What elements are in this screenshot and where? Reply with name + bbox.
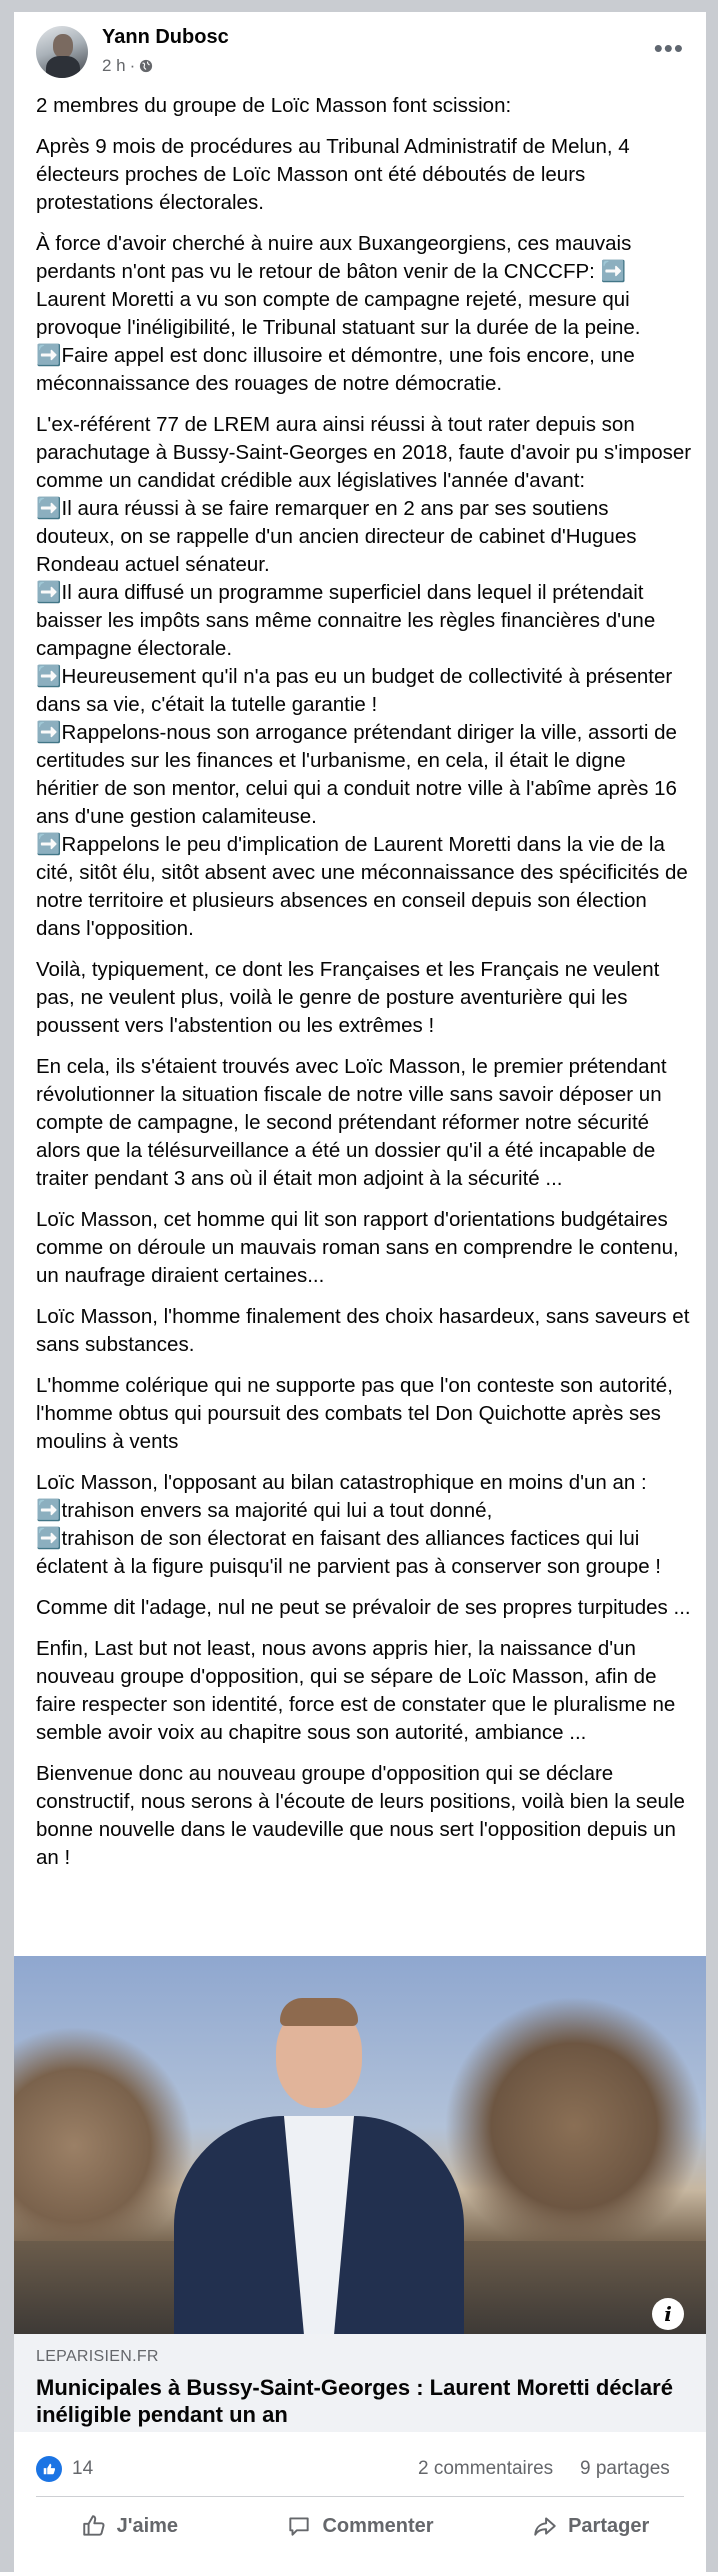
like-count[interactable]: 14	[72, 2458, 94, 2479]
like-label: J'aime	[116, 2514, 179, 2537]
post-paragraph: Comme dit l'adage, nul ne peut se prévaloir de ses propres turpitudes ...	[36, 1596, 691, 1619]
share-button[interactable]	[475, 2498, 706, 2554]
link-title[interactable]: Municipales à Bussy-Saint-Georges : Laurent Moretti déclaré inéligible pendant un an	[36, 2375, 673, 2427]
thumbs-up-icon	[42, 2462, 56, 2476]
globe-icon	[139, 59, 153, 73]
post-paragraph: Loïc Masson, l'homme finalement des choix hasardeux, sans saveurs et sans substances.	[36, 1305, 690, 1356]
post-paragraph: 2 membres du groupe de Loïc Masson font scission:	[36, 94, 512, 117]
link-preview-image[interactable]	[14, 1956, 706, 2334]
comment-label: Commenter	[322, 2514, 434, 2537]
comment-count[interactable]: 2 commentaires	[418, 2458, 554, 2479]
comment-button[interactable]	[245, 2498, 476, 2554]
post-header	[14, 12, 706, 92]
avatar[interactable]	[36, 26, 88, 78]
post-paragraph: L'homme colérique qui ne supporte pas que l'on conteste son autorité, l'homme obtus qui poursuit des combats tel Don Quichotte après ses moulins à vents	[36, 1374, 673, 1453]
like-button[interactable]	[14, 2498, 245, 2554]
share-label: Partager	[568, 2514, 650, 2537]
share-count[interactable]: 9 partages	[580, 2458, 670, 2479]
comment-icon	[286, 2513, 312, 2539]
person-hair	[280, 1998, 358, 2026]
thumbs-up-icon	[81, 2513, 107, 2539]
post-paragraph: L'ex-référent 77 de LREM aura ainsi réussi à tout rater depuis son parachutage à Bussy-Saint-Georges en 2018, faute d'avoir pu s'imposer comme un candidat crédible aux législatives l'année d'avant: ➡️Il aura réussi à se faire remarquer en 2 ans par ses soutiens douteux, on se rappelle d'un ancien directeur de cabinet d'Hugues Rondeau actuel sénateur. ➡️Il aura diffusé un programme superficiel dans lequel il prétendait baisser les impôts sans même connaitre les règles financières d'une campagne électorale. ➡️Heureusement qu'il n'a pas eu un budget de collectivité à présenter dans sa vie, c'était la tutelle garantie ! ➡️Rappelons-nous son arrogance prétendant diriger la ville, assorti de certitudes sur les finances et l'urbanisme, en cela, il était le digne héritier de son mentor, celui qui a conduit notre ville à l'abîme après 16 ans d'une gestion calamiteuse. ➡️Rappelons le peu d'implication de Laurent Moretti dans la vie de la cité, sitôt élu, sitôt absent avec une méconnaissance des spécificités de notre territoire et plusieurs absences en conseil depuis son élection dans l'opposition.	[36, 413, 692, 940]
post-meta	[102, 56, 153, 76]
post-paragraph: En cela, ils s'étaient trouvés avec Loïc Masson, le premier prétendant révolutionner la situation fiscale de notre ville sans savoir déposer un compte de campagne, le second prétendant réformer notre sécurité alors que la télésurveillance a été un dossier qu'il a été incapable de traiter pendant 3 ans où il était mon adjoint à la sécurité ...	[36, 1055, 667, 1190]
post-paragraph: Voilà, typiquement, ce dont les Françaises et les Français ne veulent pas, ne veulent plus, voilà le genre de posture aventurière qui les poussent vers l'abstention ou les extrêmes !	[36, 958, 660, 1037]
tree-shape	[444, 1996, 704, 2256]
post-card	[14, 12, 706, 2572]
meta-separator: ·	[129, 56, 136, 75]
post-paragraph: Loïc Masson, cet homme qui lit son rapport d'orientations budgétaires comme on déroule un mauvais roman sans en comprendre le contenu, un naufrage diraient certaines...	[36, 1208, 679, 1287]
avatar-head	[53, 34, 73, 58]
share-icon	[532, 2513, 558, 2539]
post-paragraph: Bienvenue donc au nouveau groupe d'opposition qui se déclare constructif, nous serons à l'écoute de leurs positions, voilà bien la seule bonne nouvelle dans le vaudeville que nous sert l'opposition depuis un an !	[36, 1762, 685, 1869]
like-badge-icon[interactable]	[36, 2456, 62, 2482]
link-preview[interactable]	[14, 2334, 706, 2432]
divider	[36, 2496, 684, 2497]
post-paragraph: À force d'avoir cherché à nuire aux Buxangeorgiens, ces mauvais perdants n'ont pas vu le retour de bâton venir de la CNCCFP: ➡️ Laurent Moretti a vu son compte de campagne rejeté, mesure qui provoque l'inéligibilité, le Tribunal statuant sur la durée de la peine. ➡️Faire appel est donc illusoire et démontre, une fois encore, une méconnaissance des rouages de notre démocratie.	[36, 232, 641, 395]
post-paragraph: Enfin, Last but not least, nous avons appris hier, la naissance d'un nouveau groupe d'opposition, qui se sépare de Loïc Masson, afin de faire respecter son identité, force est de constater que le pluralisme ne semble avoir voix au chapitre sous son autorité, ambiance ...	[36, 1637, 676, 1744]
post-paragraph: Après 9 mois de procédures au Tribunal Administratif de Melun, 4 électeurs proches de Loïc Masson ont été déboutés de leurs protestations électorales.	[36, 135, 630, 214]
reaction-bar	[14, 2434, 706, 2496]
author-name[interactable]: Yann Dubosc	[102, 26, 229, 48]
post-body	[36, 92, 692, 1885]
info-icon[interactable]: i	[652, 2298, 684, 2330]
post-time[interactable]: 2 h	[102, 56, 126, 75]
action-bar	[14, 2498, 706, 2554]
link-domain: LEPARISIEN.FR	[36, 2348, 159, 2365]
post-paragraph: Loïc Masson, l'opposant au bilan catastrophique en moins d'un an : ➡️trahison envers sa majorité qui lui a tout donné, ➡️trahison de son électorat en faisant des alliances factices qui lui éclatent à la figure puisqu'il ne parvient pas à conserver son groupe !	[36, 1471, 661, 1578]
avatar-body	[46, 56, 80, 78]
tree-shape	[14, 2026, 194, 2266]
more-icon[interactable]: •••	[653, 33, 684, 63]
